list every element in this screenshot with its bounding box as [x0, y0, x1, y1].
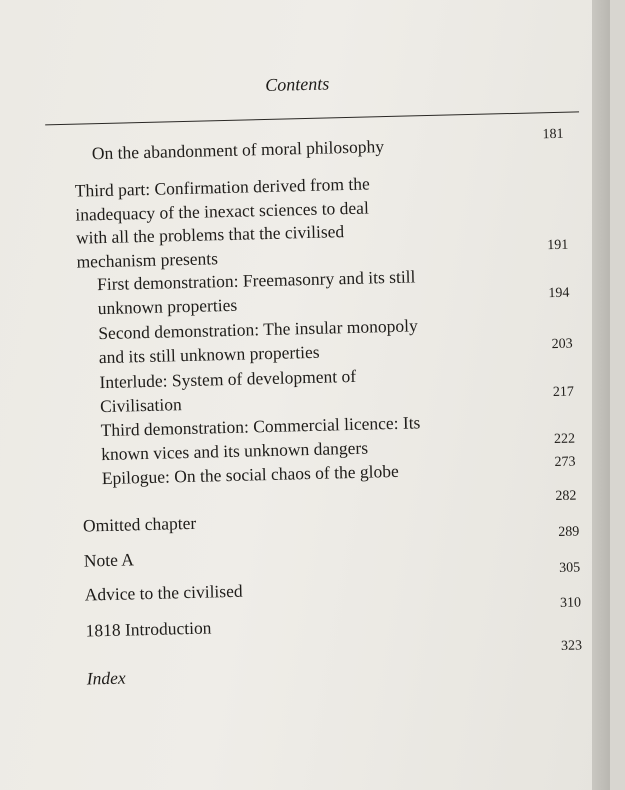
toc-entry-line: with all the problems that the civilised [75, 221, 345, 248]
page-title: Contents [265, 73, 330, 95]
toc-entry-line: Note A [83, 549, 135, 571]
toc-entry-line: Index [86, 667, 126, 689]
page-edge-shadow [592, 0, 610, 790]
toc-entry-line: Advice to the civilised [84, 580, 243, 605]
toc-page-number: 191 [547, 237, 569, 254]
toc-entry-line: unknown properties [97, 294, 238, 318]
toc-entry-line: On the abandonment of moral philosophy [91, 136, 385, 164]
toc-entry-line: Omitted chapter [82, 512, 197, 536]
toc-entry [100, 411, 421, 466]
toc-page-number: 305 [559, 560, 581, 576]
toc-entry [75, 172, 372, 273]
toc-page-number: 310 [559, 595, 582, 611]
toc-entry [84, 548, 135, 573]
toc-entry-line: mechanism presents [76, 247, 219, 272]
toc-entry-line: 1818 Introduction [85, 617, 212, 641]
toc-entry-line: Third part: Confirmation derived from the [74, 173, 370, 201]
toc-entry-line: Second demonstration: The insular monopoly [98, 315, 418, 344]
toc-entry [83, 512, 197, 538]
toc-entry [92, 135, 385, 166]
toc-page-number: 289 [558, 524, 580, 540]
toc-entry [99, 365, 357, 418]
toc-entry [86, 667, 125, 691]
toc-entry [84, 580, 242, 607]
toc-entry-line: known vices and its unknown dangers [101, 437, 369, 464]
toc-page-number: 282 [555, 488, 577, 505]
toc-page-number: 181 [542, 126, 564, 143]
toc-page-number: 273 [554, 454, 576, 471]
toc-entry-line: Interlude: System of development of [99, 365, 357, 393]
toc-page-number: 217 [552, 384, 575, 401]
toc-entry-line: First demonstration: Freemasonry and its still [96, 266, 416, 295]
toc-page-number: 323 [560, 638, 583, 654]
toc-entry [85, 616, 211, 643]
toc-entry-line: inadequacy of the inexact sciences to deal [75, 197, 370, 225]
toc-entry-line: Epilogue: On the social chaos of the globe [101, 460, 399, 489]
toc-page-number: 203 [551, 336, 573, 353]
toc-entry-line: Civilisation [99, 393, 182, 416]
title-rule [45, 111, 579, 125]
toc-page-number: 194 [548, 285, 570, 302]
toc-entry [98, 314, 419, 369]
toc-entry [97, 265, 416, 320]
toc-entry-line: Third demonstration: Commercial licence: Its [100, 412, 421, 441]
toc-page-number: 222 [553, 431, 576, 448]
toc-entry-line: and its still unknown properties [98, 341, 320, 367]
